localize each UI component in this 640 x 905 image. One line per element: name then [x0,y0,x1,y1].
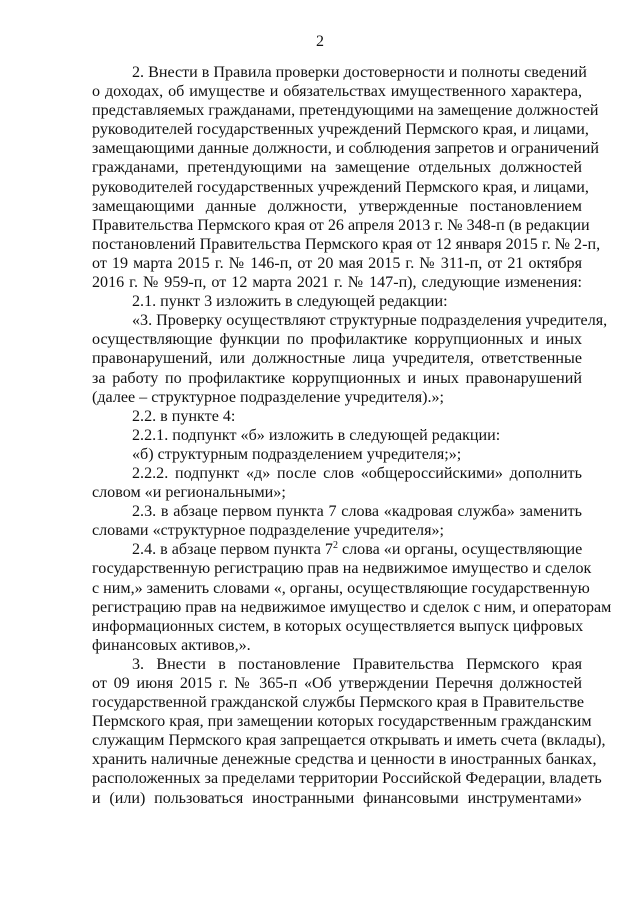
text-line: (далее – структурное подразделение учредителя).»; [92,388,445,406]
text-line: Правительства Пермского края от 26 апреля 2013 г. № 348-п (в редакции [92,216,590,234]
text-line: 2.1. пункт 3 изложить в следующей редакции: [132,293,448,311]
paragraph-quote-b [92,445,582,464]
text-line: от 09 июня 2015 г. № 365-п «Об утверждении Перечня должностей [92,675,582,692]
text-line: осуществляющие функции по профилактике коррупционных и иных [92,331,582,349]
text-line: хранить наличные денежные средства и ценности в иностранных банках, [92,751,597,769]
text-line: о доходах, об имуществе и обязательствах имущественного характера, [92,83,582,101]
text-line: с ним,» заменить словами «, органы, осуществляющие государственную [92,579,590,597]
text-line: руководителей государственных учреждений Пермского края, и лицами, [92,178,589,196]
paragraph-quote-3 [92,311,608,406]
text-line: от 19 марта 2015 г. № 146-п, от 20 мая 2015 г. № 311-п, от 21 октября [92,254,582,272]
paragraph-2-1 [92,292,582,311]
paragraph-2-2-1 [92,426,582,445]
superscript: 2 [332,540,338,552]
text-line: словами «структурное подразделение учредителя»; [92,522,445,540]
text-line: гражданами, претендующими на замещение отдельных должностей [92,159,582,177]
text-line: 2.2.1. подпункт «б» изложить в следующей редакции: [132,426,501,444]
paragraph-2-3 [92,502,582,540]
paragraph-2 [92,63,601,292]
text-line: за работу по профилактике коррупционных и иных правонарушений [92,369,582,387]
text-line: «3. Проверку осуществляют структурные подразделения учредителя, [132,312,608,330]
text-line: служащим Пермского края запрещается открывать и иметь счета (вклады), [92,732,606,750]
paragraph-3 [92,655,606,808]
page-number: 2 [316,33,324,50]
text-line: расположенных за пределами территории Российской Федерации, владеть [92,770,602,788]
text-line: правонарушений, или должностные лица учредителя, ответственные [92,350,582,368]
text-line: информационных систем, в которых осуществляется выпуск цифровых [92,617,584,635]
paragraph-2-4 [92,540,612,655]
text-fragment: 2.4. в абзаце первом пункта 7 [132,541,333,559]
text-line: 2.2.2. подпункт «д» после слов «общероссийскими» дополнить [132,464,582,482]
text-line: государственной гражданской службы Пермского края в Правительстве [92,694,585,712]
text-line: 3. Внести в постановление Правительства Пермского края [132,655,582,673]
text-line: представляемых гражданами, претендующими на замещение должностей [92,102,599,120]
text-line: Пермского края, при замещении которых государственным гражданским [92,713,592,731]
document-body [92,63,612,808]
text-line: руководителей государственных учреждений Пермского края, и лицами, [92,121,589,139]
text-line: 2.2. в пункте 4: [132,407,236,425]
text-line: государственную регистрацию прав на недвижимое имущество и сделок [92,560,592,578]
text-line: постановлений Правительства Пермского края от 12 января 2015 г. № 2-п, [92,235,601,253]
text-line: «б) структурным подразделением учредителя;»; [132,445,462,463]
paragraph-2-2-2 [92,464,582,502]
text-line: регистрацию прав на недвижимое имущество и сделок с ним, и операторам [92,598,612,616]
text-line: финансовых активов,». [92,636,251,654]
text-line: словом «и региональными»; [92,484,286,502]
text-line: 2016 г. № 959-п, от 12 марта 2021 г. № 147-п), следующие изменения: [92,274,582,292]
text-line: 2.3. в абзаце первом пункта 7 слова «кадровая служба» заменить [132,503,582,521]
text-line: и (или) пользоваться иностранными финансовыми инструментами» [92,789,582,807]
text-fragment: слова «и органы, осуществляющие [337,541,583,559]
text-line: замещающими данные должности, утвержденные постановлением [92,197,582,215]
paragraph-2-2 [92,407,582,426]
text-line [92,540,582,559]
text-line: замещающими данные должности, и соблюдения запретов и ограничений [92,140,600,158]
text-line: 2. Внести в Правила проверки достоверности и полноты сведений [132,64,587,81]
